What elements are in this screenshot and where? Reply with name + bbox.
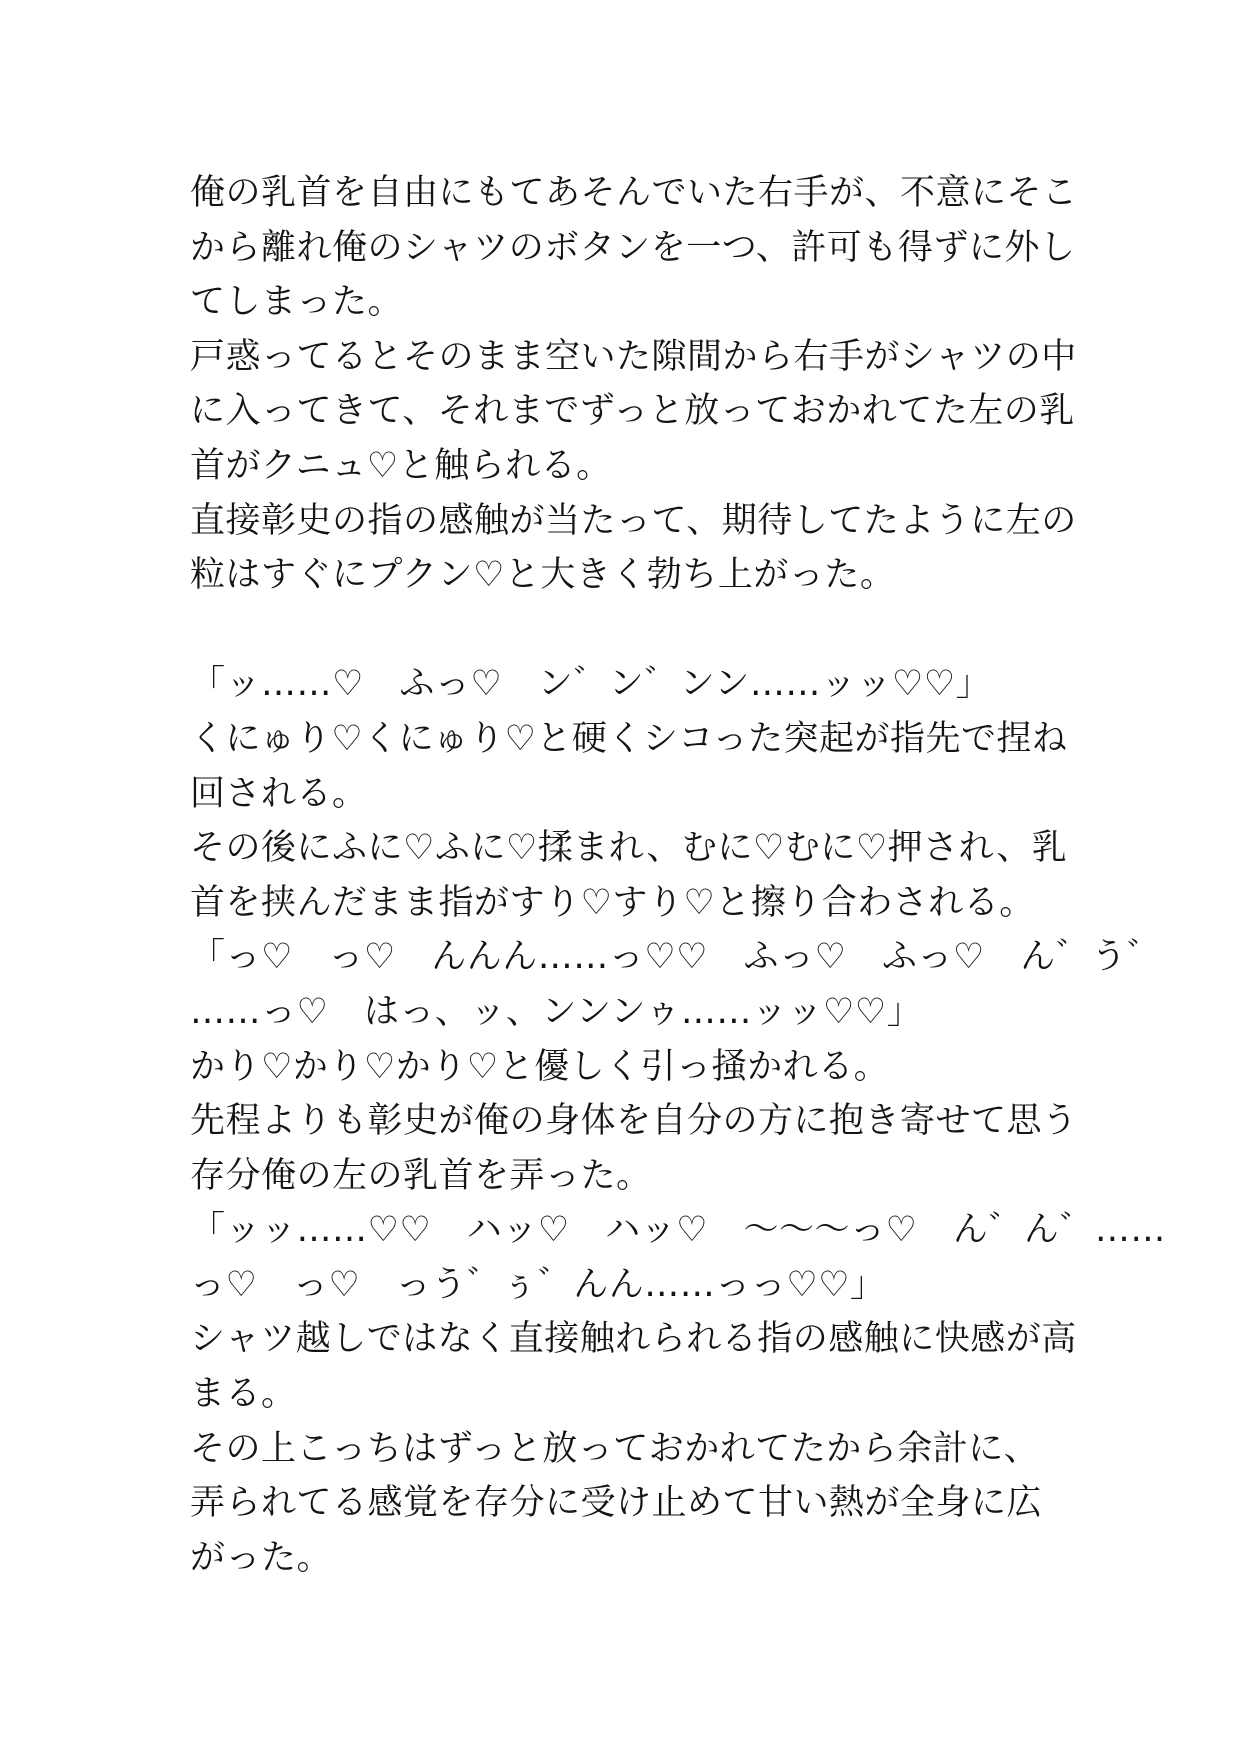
text-line: てしまった。 xyxy=(190,282,404,323)
dialogue-line: っ♡ っ♡ っう゛ぅ゛んん……っっ♡♡」 xyxy=(190,1264,886,1305)
text-line: 弄られてる感覚を存分に受け止めて甘い熱が全身に広 xyxy=(190,1483,1043,1524)
text-line: 存分俺の左の乳首を弄った。 xyxy=(190,1155,652,1196)
text-line: 首を挟んだまま指がすり♡すり♡と擦り合わされる。 xyxy=(190,882,1035,923)
blank-line xyxy=(190,603,1070,658)
text-line: 回される。 xyxy=(190,773,368,814)
text-line: に入ってきて、それまでずっと放っておかれてた左の乳 xyxy=(190,391,1075,432)
text-line: かり♡かり♡かり♡と優しく引っ掻かれる。 xyxy=(190,1046,890,1087)
dialogue-line: ……っ♡ はっ、ッ、ンンンゥ……ッッ♡♡」 xyxy=(190,991,923,1032)
dialogue-line: 「っ♡ っ♡ んんん……っ♡♡ ふっ♡ ふっ♡ ん゛う゛ xyxy=(190,937,1163,978)
text-line: くにゅり♡くにゅり♡と硬くシコった突起が指先で捏ね xyxy=(190,718,1068,759)
text-line: 戸惑ってるとそのまま空いた隙間から右手がシャツの中 xyxy=(190,336,1077,377)
text-line: から離れ俺のシャツのボタンを一つ、許可も得ずに外し xyxy=(190,227,1076,268)
text-line: 粒はすぐにプクン♡と大きく勃ち上がった。 xyxy=(190,555,896,596)
text-line: 首がクニュ♡と触られる。 xyxy=(190,445,612,486)
text-line: 直接彰史の指の感触が当たって、期待してたように左の xyxy=(190,500,1077,541)
dialogue-line: 「ッッ……♡♡ ハッ♡ ハッ♡ 〜〜〜っ♡ ん゛ん゛…… xyxy=(190,1210,1166,1251)
text-line: 先程よりも彰史が俺の身体を自分の方に抱き寄せて思う xyxy=(190,1101,1078,1142)
body-text xyxy=(190,166,1166,1585)
text-line: まる。 xyxy=(190,1374,297,1415)
text-line: がった。 xyxy=(190,1537,333,1578)
text-line: その後にふに♡ふに♡揉まれ、むに♡むに♡押され、乳 xyxy=(190,828,1068,869)
dialogue-line: 「ッ……♡ ふっ♡ ン゛ン゛ンン……ッッ♡♡」 xyxy=(190,664,992,705)
text-line: 俺の乳首を自由にもてあそんでいた右手が、不意にそこ xyxy=(190,173,1078,213)
text-line: シャツ越しではなく直接触れられる指の感触に快感が高 xyxy=(190,1319,1077,1360)
text-line: その上こっちはずっと放っておかれてたから余計に、 xyxy=(190,1428,1040,1469)
